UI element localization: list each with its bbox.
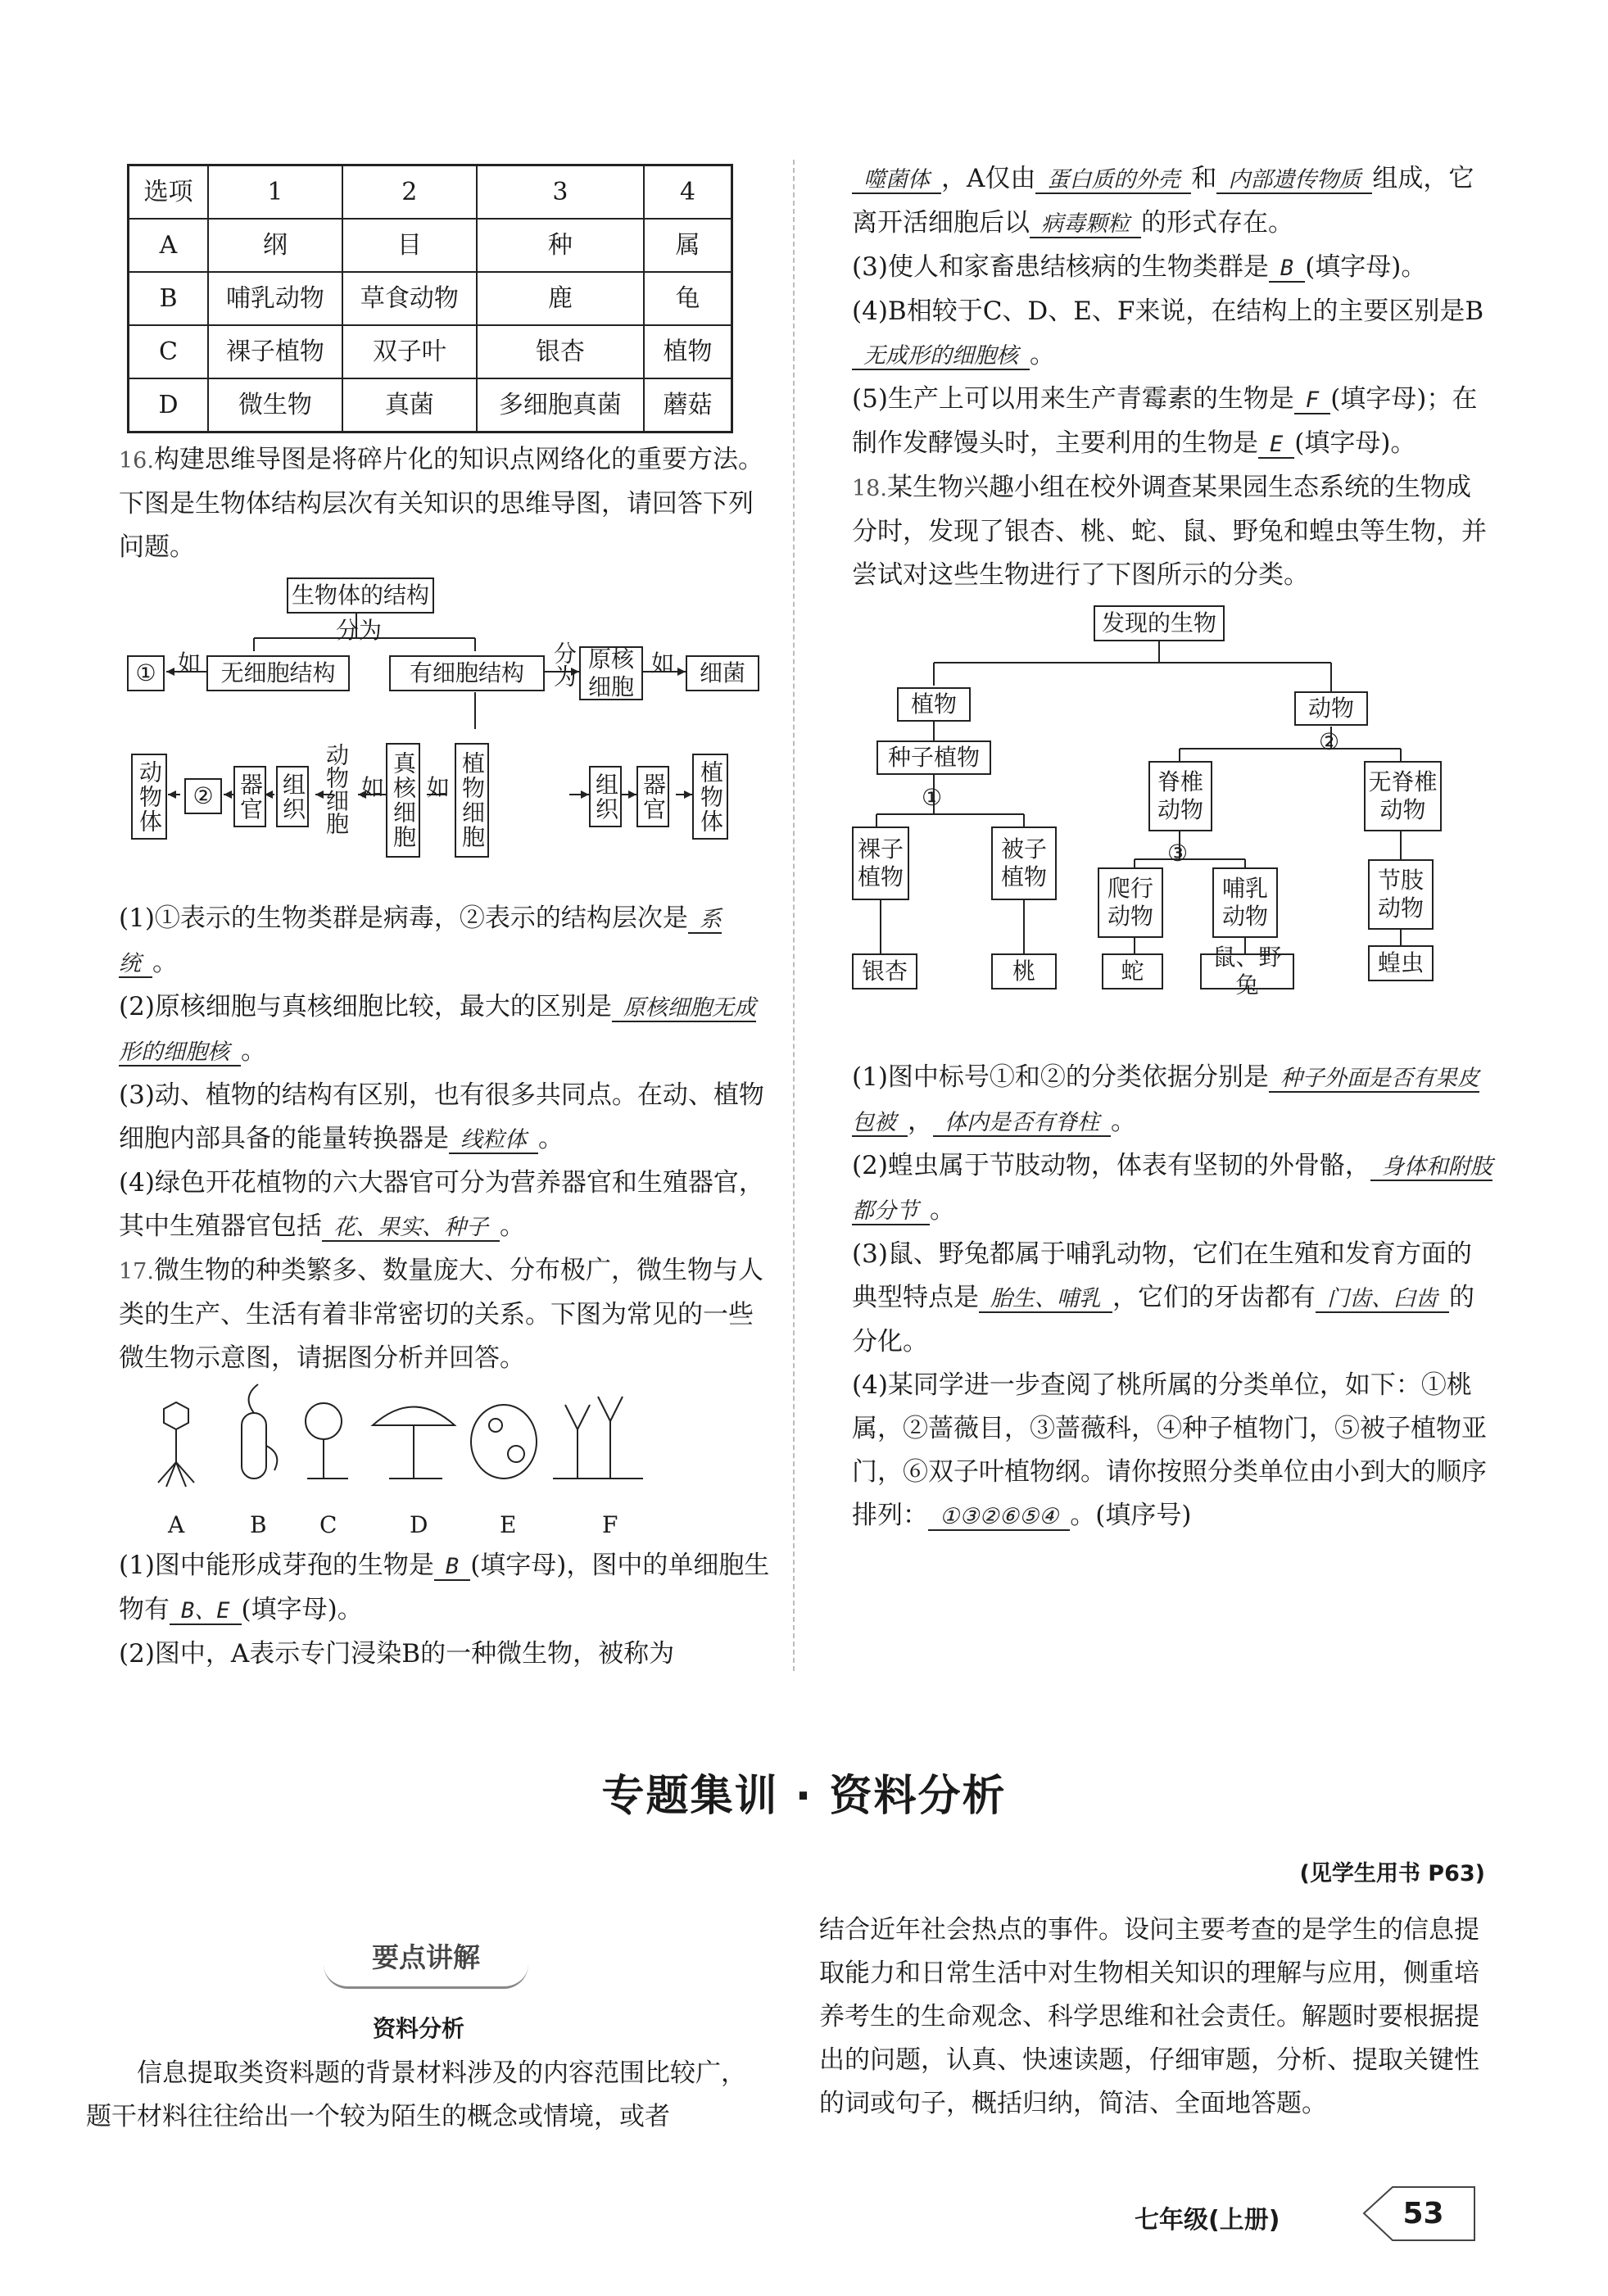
yeast-icon	[471, 1405, 537, 1479]
text: 。	[152, 948, 178, 977]
q16-sub2	[119, 985, 770, 1074]
fenwei-label: 分为	[336, 617, 383, 644]
table-cell: 蘑菇	[644, 378, 732, 432]
text: (1)图中能形成芽孢的生物是	[119, 1551, 434, 1580]
q17-sub1	[119, 1544, 770, 1633]
answer: 种子外面是否有果皮包被	[852, 1066, 1479, 1135]
q17-sub5	[852, 378, 1495, 466]
table-cell: B	[129, 272, 209, 325]
text: ，	[908, 1107, 933, 1136]
table-cell: 双子叶	[342, 325, 477, 378]
table-cell: 龟	[644, 272, 732, 325]
answer: E	[1258, 432, 1294, 459]
q16-sub3	[119, 1074, 770, 1162]
arthropod-node: 节肢动物	[1368, 859, 1434, 930]
microorganism-figure	[119, 1380, 770, 1544]
question-18	[852, 466, 1495, 597]
animal-body-box: 动物体	[131, 754, 167, 840]
mold-icon	[306, 1403, 342, 1439]
q17-sub2-start	[119, 1633, 770, 1676]
answer: B	[1269, 256, 1305, 283]
table-cell: 属	[644, 219, 732, 272]
table-cell: 3	[477, 165, 644, 220]
text: (3)动、植物的结构有区别，也有很多共同点。在动、植物细胞内部具备的能量转换器是	[119, 1080, 764, 1153]
question-stem: 某生物兴趣小组在校外调查某果园生态系统的生物成分时，发现了银杏、桃、蛇、鼠、野兔和蝗虫等生物，并尝试对这些生物进行了下图所示的分类。	[852, 473, 1487, 590]
q18-sub1	[852, 1056, 1495, 1144]
book-reference: (见学生用书 P63)	[1299, 1861, 1485, 1886]
table-cell: 多细胞真菌	[477, 378, 644, 432]
intro-paragraph-right: 结合近年社会热点的事件。设问主要考查的是学生的信息提取能力和日常生活中对生物相关知识的理解与应用，侧重培养考生的生命观念、科学思维和社会责任。解题时要根据提出的问题，认真、快速读题，仔细审题，分析、提取关键性的词或句子，概括归纳，简洁、全面地答题。	[819, 1915, 1479, 2118]
circle-1: ①	[922, 784, 943, 811]
answer: 病毒颗粒	[1030, 211, 1141, 238]
text: 。	[538, 1124, 564, 1153]
no-cell-structure-box: 无细胞结构	[206, 655, 350, 691]
intro-paragraph-left: 信息提取类资料题的背景材料涉及的内容范围比较广，题干材料往往给出一个较为陌生的概念或情境，或者	[86, 2058, 746, 2131]
table-cell: 种	[477, 219, 644, 272]
gymnosperm-node: 裸子植物	[852, 826, 909, 900]
plant-node: 植物	[897, 687, 971, 722]
q17-sub2-cont	[852, 157, 1495, 246]
answer: 内部遗传物质	[1216, 167, 1372, 194]
table-cell: 真菌	[342, 378, 477, 432]
subsection-title: 资料分析	[373, 2015, 465, 2042]
right-column	[852, 157, 1495, 1538]
table-row	[129, 272, 732, 325]
table-cell: 1	[208, 165, 342, 220]
text: ，它们的牙齿都有	[1112, 1283, 1316, 1312]
table-cell: D	[129, 378, 209, 432]
section-title: 专题集训 · 资料分析	[601, 1772, 1007, 1821]
q16-sub4	[119, 1162, 770, 1249]
page-number: 53	[1402, 2196, 1444, 2230]
invertebrate-node: 无脊椎动物	[1364, 761, 1442, 831]
ru-label: 如	[427, 774, 451, 801]
mouse-rabbit-leaf: 鼠、野兔	[1200, 953, 1294, 989]
table-cell: 银杏	[477, 325, 644, 378]
answer: B	[434, 1554, 470, 1581]
ru-label: 如	[178, 650, 202, 677]
text: (填字母)。	[1305, 252, 1427, 282]
circle-3: ③	[1167, 840, 1189, 867]
answer: 噬菌体	[852, 167, 941, 194]
question-number: 16.	[119, 448, 154, 473]
answer: 原核细胞无成形的细胞核	[119, 995, 756, 1065]
text: (1)图中标号①和②的分类依据分别是	[852, 1062, 1269, 1092]
tree-root: 发现的生物	[1094, 605, 1225, 641]
animal-cell-label: 动物细胞	[323, 743, 350, 835]
label-b: B	[250, 1511, 267, 1538]
text: (填字母)，图中的单细胞生物有	[119, 1551, 770, 1624]
peach-leaf: 桃	[991, 953, 1057, 989]
text: (填字母)。	[241, 1595, 363, 1624]
label-d: D	[410, 1511, 428, 1538]
table-cell: 2	[342, 165, 477, 220]
answer: 花、果实、种子	[322, 1215, 500, 1242]
vertebrate-node: 脊椎动物	[1148, 761, 1212, 831]
locust-leaf: 蝗虫	[1368, 945, 1434, 981]
table-cell: 目	[342, 219, 477, 272]
text: (填字母)；在制作发酵馒头时，主要利用的生物是	[852, 384, 1478, 458]
column-divider	[793, 160, 795, 1671]
organ-box-plant: 器官	[636, 766, 669, 827]
fenwei-vertical: 分为	[550, 641, 578, 687]
question-stem: 微生物的种类繁多、数量庞大、分布极广，微生物与人类的生产、生活有着非常密切的关系。下图为常见的一些微生物示意图，请据图分析并回答。	[119, 1256, 763, 1373]
table-cell: A	[129, 219, 209, 272]
ru-label: 如	[361, 774, 385, 801]
tissue-box-plant: 组织	[589, 766, 622, 827]
q17-sub3	[852, 246, 1495, 290]
table-cell: 植物	[644, 325, 732, 378]
circle-2: ②	[1319, 728, 1340, 755]
table-cell: 哺乳动物	[208, 272, 342, 325]
structure-mindmap	[119, 569, 770, 897]
mammal-node: 哺乳动物	[1212, 867, 1278, 938]
q16-sub1	[119, 897, 770, 985]
text: ，A仅由	[941, 164, 1036, 193]
table-cell: 裸子植物	[208, 325, 342, 378]
eukaryote-box: 真核细胞	[386, 743, 420, 858]
text: 的分化。	[852, 1283, 1474, 1356]
question-number: 18.	[852, 476, 887, 501]
question-17	[119, 1249, 770, 1380]
organ-box: 器官	[233, 766, 266, 827]
table-cell: 鹿	[477, 272, 644, 325]
ru-label: 如	[651, 650, 675, 677]
q18-sub2	[852, 1144, 1495, 1233]
animal-node: 动物	[1294, 691, 1368, 726]
text: 和	[1191, 164, 1217, 193]
text: 的形式存在。	[1141, 208, 1293, 238]
plant-body-box: 植物体	[692, 754, 728, 840]
question-16	[119, 438, 770, 569]
tissue-box: 组织	[276, 766, 309, 827]
virus-circle: ①	[127, 655, 165, 691]
text: (4)某同学进一步查阅了桃所属的分类单位，如下：①桃属，②蔷薇目，③蔷薇科，④种子植物门，⑤被子植物亚门，⑥双子叶植物纲。请你按照分类单位由小到大的顺序排列：	[852, 1370, 1487, 1530]
phage-icon	[164, 1402, 188, 1429]
table-row	[129, 325, 732, 378]
answer: ①③②⑥⑤④	[928, 1504, 1070, 1531]
key-points-heading: 要点讲解	[324, 1929, 528, 1989]
seed-plant-node: 种子植物	[876, 740, 991, 775]
system-circle: ②	[184, 778, 222, 814]
label-c: C	[319, 1511, 337, 1538]
text: (4)B相较于C、D、E、F来说，在结构上的主要区别是B	[852, 297, 1484, 326]
prokaryote-box: 原核细胞	[579, 646, 643, 700]
text: (3)使人和家畜患结核病的生物类群是	[852, 252, 1269, 282]
text: (2)原核细胞与真核细胞比较，最大的区别是	[119, 992, 612, 1021]
bacteria-box: 细菌	[686, 655, 759, 691]
table-cell: 草食动物	[342, 272, 477, 325]
q17-sub4	[852, 290, 1495, 378]
text: (4)绿色开花植物的六大器官可分为营养器官和生殖器官，其中生殖器官包括	[119, 1168, 764, 1241]
table-cell: 4	[644, 165, 732, 220]
text: (5)生产上可以用来生产青霉素的生物是	[852, 384, 1294, 414]
answer: 蛋白质的外壳	[1035, 167, 1191, 194]
table-row	[129, 378, 732, 432]
text: 。(填序号)	[1070, 1501, 1192, 1530]
bacterium-icon	[242, 1413, 266, 1479]
text: 组成，它离开活细胞后以	[852, 164, 1474, 238]
snake-leaf: 蛇	[1102, 953, 1163, 989]
answer: 无成形的细胞核	[852, 343, 1030, 370]
answer: 门齿、臼齿	[1316, 1286, 1449, 1313]
q18-sub3	[852, 1233, 1495, 1364]
answer: 胎生、哺乳	[979, 1286, 1112, 1313]
table-cell: 纲	[208, 219, 342, 272]
microorganism-drawings	[119, 1380, 774, 1503]
mindmap-root: 生物体的结构	[287, 577, 434, 614]
mushroom-icon	[373, 1407, 455, 1426]
ginkgo-leaf: 银杏	[852, 953, 917, 989]
text: 。	[241, 1036, 266, 1066]
text: 。	[930, 1195, 955, 1225]
plant-cell-box: 植物细胞	[455, 743, 489, 858]
text: (2)蝗虫属于节肢动物，体表有坚韧的外骨骼，	[852, 1151, 1370, 1180]
text: (2)图中，A表示专门浸染B的一种微生物，被称为	[119, 1639, 675, 1669]
grade-label: 七年级(上册)	[1135, 2206, 1280, 2235]
table-cell: C	[129, 325, 209, 378]
options-table	[127, 164, 733, 433]
answer: 线粒体	[449, 1127, 538, 1154]
mindmap-connectors	[119, 569, 774, 897]
answer: F	[1294, 387, 1330, 414]
cell-structure-box: 有细胞结构	[389, 655, 545, 691]
q18-sub4	[852, 1364, 1495, 1538]
answer: B、E	[170, 1598, 242, 1625]
label-f: F	[602, 1511, 618, 1538]
table-header-row	[129, 165, 732, 220]
table-cell: 微生物	[208, 378, 342, 432]
text: (1)①表示的生物类群是病毒，②表示的结构层次是	[119, 903, 688, 933]
answer: 身体和附肢都分节	[852, 1154, 1492, 1224]
text: (填字母)。	[1294, 428, 1416, 458]
table-cell: 选项	[129, 165, 209, 220]
angiosperm-node: 被子植物	[991, 826, 1057, 900]
text: 。	[1111, 1107, 1136, 1136]
label-a: A	[168, 1511, 185, 1538]
text: 。	[1030, 340, 1055, 369]
label-e: E	[500, 1511, 517, 1538]
answer: 系统	[119, 907, 722, 976]
text: 。	[500, 1211, 525, 1241]
left-column	[119, 147, 770, 1676]
answer: 体内是否有脊柱	[933, 1110, 1111, 1137]
reptile-node: 爬行动物	[1098, 867, 1163, 938]
classification-tree	[852, 597, 1495, 1056]
text: (3)鼠、野兔都属于哺乳动物，它们在生殖和发育方面的典型特点是	[852, 1239, 1472, 1312]
question-number: 17.	[119, 1259, 154, 1284]
table-row	[129, 219, 732, 272]
question-stem: 构建思维导图是将碎片化的知识点网络化的重要方法。下图是生物体结构层次有关知识的思维导图，请回答下列问题。	[119, 445, 763, 562]
